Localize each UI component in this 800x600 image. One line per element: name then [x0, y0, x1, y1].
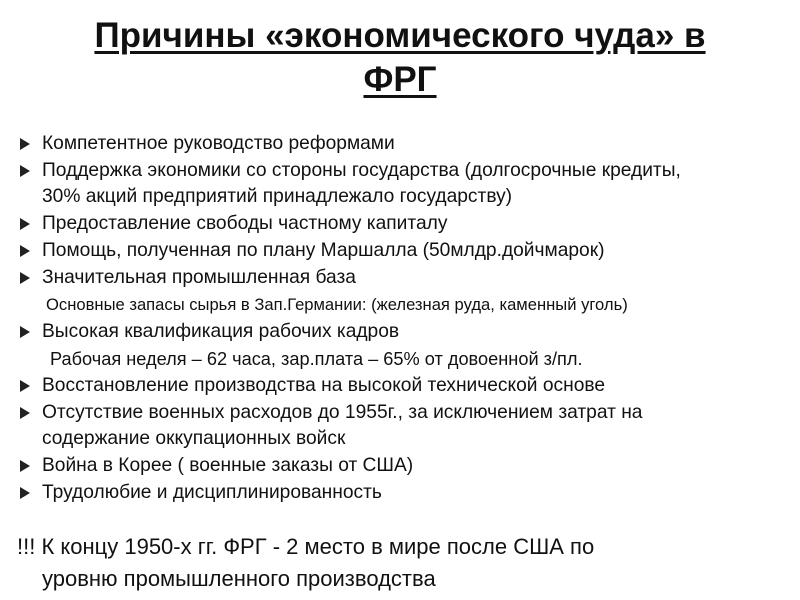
list-item-text: Отсутствие военных расходов до 1955г., за исключением затрат на: [42, 402, 643, 423]
triangle-bullet-icon: [20, 380, 30, 392]
list-item-text: Война в Корее ( военные заказы от США): [42, 455, 414, 476]
list-item-text: Помощь, полученная по плану Маршалла (50млдр.дойчмарок): [42, 240, 605, 261]
list-item-text: Значительная промышленная база: [42, 267, 356, 288]
triangle-bullet-icon: [20, 460, 30, 472]
slide-title: [0, 14, 800, 102]
list-item-technical-basis: [18, 373, 788, 399]
list-item-text: Трудолюбие и дисциплинированность: [42, 482, 382, 503]
sub-item-raw-materials: Основные запасы сырья в Зап.Германии: (железная руда, каменный уголь): [46, 295, 628, 314]
sub-item-work-week: Рабочая неделя – 62 часа, зар.плата – 65% от довоенной з/пл.: [50, 349, 583, 369]
triangle-bullet-icon: [20, 272, 30, 284]
list-item-text: Восстановление производства на высокой технической основе: [42, 375, 606, 396]
list-item-diligence: [18, 480, 788, 506]
list-item-marshall-plan: [18, 238, 788, 264]
list-item-qualified-workforce: [18, 319, 788, 345]
list-item-state-support: [18, 158, 788, 210]
list-item-industrial-base: [18, 265, 788, 291]
title-line-2: ФРГ: [363, 60, 437, 99]
list-item-text-continuation: содержание оккупационных войск: [42, 428, 346, 449]
list-item-no-military-spending: [18, 400, 788, 452]
list-item-text: Предоставление свободы частному капиталу: [42, 213, 448, 234]
triangle-bullet-icon: [20, 407, 30, 419]
conclusion-text: [17, 531, 787, 595]
triangle-bullet-icon: [20, 138, 30, 150]
title-line-1: Причины «экономического чуда» в: [94, 16, 706, 55]
list-item-text: Компетентное руководство реформами: [42, 133, 395, 154]
list-item-private-capital: [18, 211, 788, 237]
reasons-list: [18, 131, 788, 507]
triangle-bullet-icon: [20, 487, 30, 499]
conclusion-line-1: !!! К концу 1950-х гг. ФРГ - 2 место в мире после США по: [17, 534, 595, 559]
triangle-bullet-icon: [20, 218, 30, 230]
triangle-bullet-icon: [20, 245, 30, 257]
triangle-bullet-icon: [20, 326, 30, 338]
list-item-text: Поддержка экономики со стороны государства (долгосрочные кредиты,: [42, 160, 681, 181]
conclusion-line-2: уровню промышленного производства: [42, 566, 436, 591]
list-item-competent-leadership: [18, 131, 788, 157]
list-item-text: Высокая квалификация рабочих кадров: [42, 321, 400, 342]
list-item-korean-war: [18, 453, 788, 479]
list-item-text-continuation: 30% акций предприятий принадлежало государству): [42, 186, 513, 207]
triangle-bullet-icon: [20, 165, 30, 177]
